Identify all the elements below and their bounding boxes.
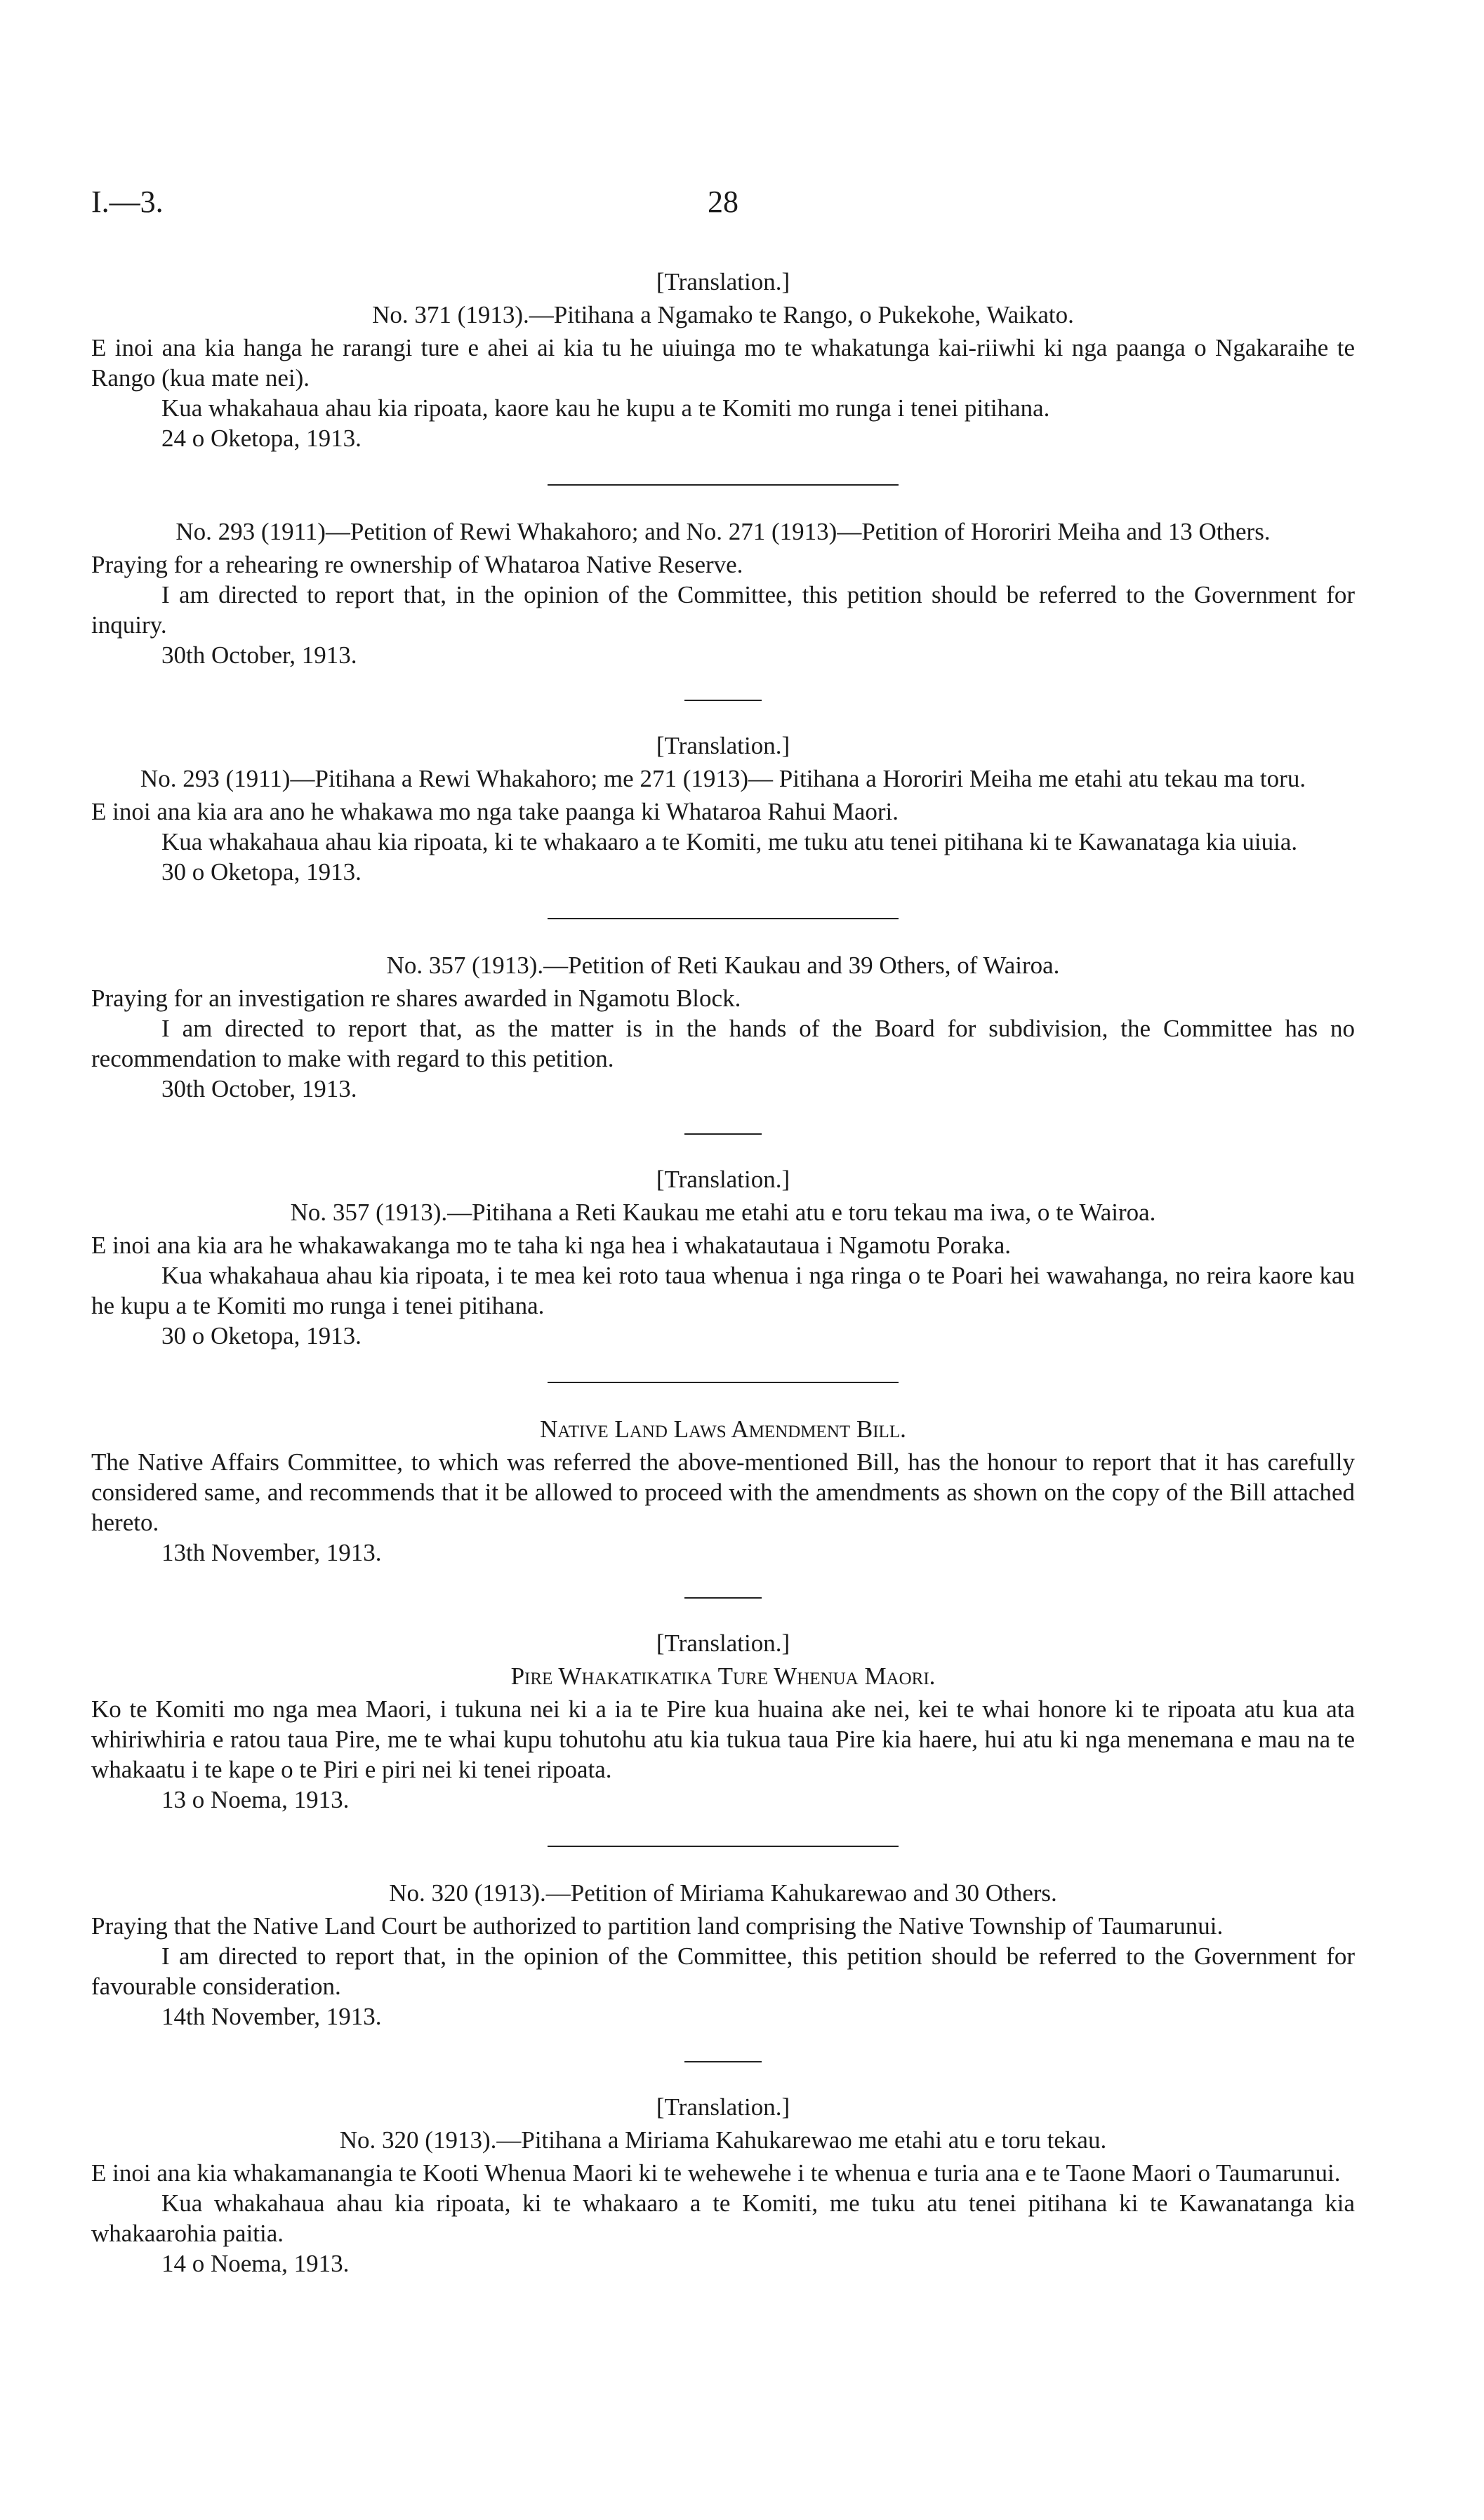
short-divider — [684, 700, 762, 701]
petition-heading: No. 293 (1911)—Petition of Rewi Whakahoro; and No. 271 (1913)—Petition of Hororiri Meiha and 13 Others. — [175, 518, 1271, 545]
translation-label: [Translation.] — [656, 732, 790, 759]
committee-report: Kua whakahaua ahau kia ripoata, ki te whakaaro a te Komiti, me tuku atu tenei pitihana ki te Kawanataga kia uiuia. — [161, 828, 1298, 855]
section-divider — [548, 484, 899, 486]
petition-prayer: E inoi ana kia ara ano he whakawa mo nga take paanga ki Whataroa Rahui Maori. — [91, 798, 899, 825]
translation-label: [Translation.] — [656, 268, 790, 295]
petition-heading: No. 320 (1913).—Petition of Miriama Kahukarewao and 30 Others. — [389, 1879, 1057, 1907]
report-date: 30 o Oketopa, 1913. — [161, 858, 362, 886]
report-date: 14 o Noema, 1913. — [161, 2250, 350, 2277]
short-divider — [684, 2061, 762, 2062]
petition-prayer: Praying that the Native Land Court be authorized to partition land comprising the Native Township of Taumarunui. — [91, 1912, 1224, 1940]
petition-heading: No. 371 (1913).—Pitihana a Ngamako te Rango, o Pukekohe, Waikato. — [372, 301, 1074, 328]
committee-statement: The Native Affairs Committee, to which was referred the above-mentioned Bill, has the honour to report that it has carefully considered same, and recommends that it be allowed to proceed with the amendments as shown on the copy of the Bill attached hereto. — [91, 1448, 1355, 1536]
petition-heading: No. 320 (1913).—Pitihana a Miriama Kahukarewao me etahi atu e toru tekau. — [339, 2126, 1107, 2154]
running-header — [91, 126, 1355, 219]
short-divider — [684, 1597, 762, 1599]
document-body — [91, 267, 1355, 2279]
committee-report: Kua whakahaua ahau kia ripoata, ki te whakaaro a te Komiti, me tuku atu tenei pitihana ki te Kawanatanga kia whakaarohia paitia. — [91, 2189, 1355, 2247]
petition-prayer: Praying for a rehearing re ownership of Whataroa Native Reserve. — [91, 551, 743, 578]
document-reference: I.—3. — [91, 185, 164, 219]
committee-report: Kua whakahaua ahau kia ripoata, kaore kau he kupu a te Komiti mo runga i tenei pitihana. — [161, 394, 1050, 422]
petition-heading: No. 357 (1913).—Pitihana a Reti Kaukau me etahi atu e toru tekau ma iwa, o te Wairoa. — [290, 1199, 1156, 1226]
translation-label: [Translation.] — [656, 1629, 790, 1657]
report-date: 24 o Oketopa, 1913. — [161, 425, 362, 452]
section-divider — [548, 1382, 899, 1383]
petition-heading: No. 357 (1913).—Petition of Reti Kaukau and 39 Others, of Wairoa. — [386, 952, 1060, 979]
bill-heading: Pire Whakatikatika Ture Whenua Maori. — [510, 1662, 936, 1690]
petition-prayer: Praying for an investigation re shares awarded in Ngamotu Block. — [91, 985, 741, 1012]
page-number: 28 — [708, 185, 738, 219]
petition-heading: No. 293 (1911)—Pitihana a Rewi Whakahoro; me 271 (1913)— Pitihana a Hororiri Meiha me etahi atu tekau ma toru. — [140, 765, 1306, 792]
committee-report: Kua whakahaua ahau kia ripoata, i te mea kei roto taua whenua i nga ringa o te Poari hei wawahanga, no reira kaore kau he kupu a te Komiti mo runga i tenei pitihana. — [91, 1262, 1355, 1319]
petition-prayer: E inoi ana kia whakamanangia te Kooti Whenua Maori ki te wehewehe i te whenua e turia ana e te Taone Maori o Taumarunui. — [91, 2159, 1341, 2187]
translation-label: [Translation.] — [656, 2093, 790, 2121]
petition-prayer: E inoi ana kia ara he whakawakanga mo te taha ki nga hea i whakatautaua i Ngamotu Poraka. — [91, 1232, 1012, 1259]
report-date: 14th November, 1913. — [161, 2003, 382, 2030]
report-date: 30th October, 1913. — [161, 1075, 357, 1102]
section-divider — [548, 1846, 899, 1847]
section-divider — [548, 918, 899, 919]
report-date: 30 o Oketopa, 1913. — [161, 1322, 362, 1349]
committee-report: I am directed to report that, as the matter is in the hands of the Board for subdivision, the Committee has no recommendation to make with regard to this petition. — [91, 1015, 1355, 1072]
committee-report: I am directed to report that, in the opinion of the Committee, this petition should be referred to the Government for favourable consideration. — [91, 1942, 1355, 2000]
document-page — [91, 126, 1355, 2277]
bill-heading: Native Land Laws Amendment Bill. — [540, 1415, 906, 1443]
translation-label: [Translation.] — [656, 1166, 790, 1193]
report-date: 13 o Noema, 1913. — [161, 1786, 350, 1813]
committee-statement: Ko te Komiti mo nga mea Maori, i tukuna nei ki a ia te Pire kua huaina ake nei, kei te whai honore ki te ripoata atu kua ata whiriwhiria e ratou taua Pire, me te whai kupu tohutohu atu kia tukua taua Pire kia haere, hui atu ki nga menemana e mau na te whakaatu i te kape o te Piri e piri nei ki tenei ripoata. — [91, 1695, 1355, 1783]
short-divider — [684, 1133, 762, 1135]
report-date: 13th November, 1913. — [161, 1539, 382, 1566]
petition-prayer: E inoi ana kia hanga he rarangi ture e ahei ai kia tu he uiuinga mo te whakatunga kai-riiwhi ki nga paanga o Ngakaraihe te Rango (kua mate nei). — [91, 334, 1355, 392]
report-date: 30th October, 1913. — [161, 641, 357, 669]
committee-report: I am directed to report that, in the opinion of the Committee, this petition should be referred to the Government for inquiry. — [91, 581, 1355, 639]
